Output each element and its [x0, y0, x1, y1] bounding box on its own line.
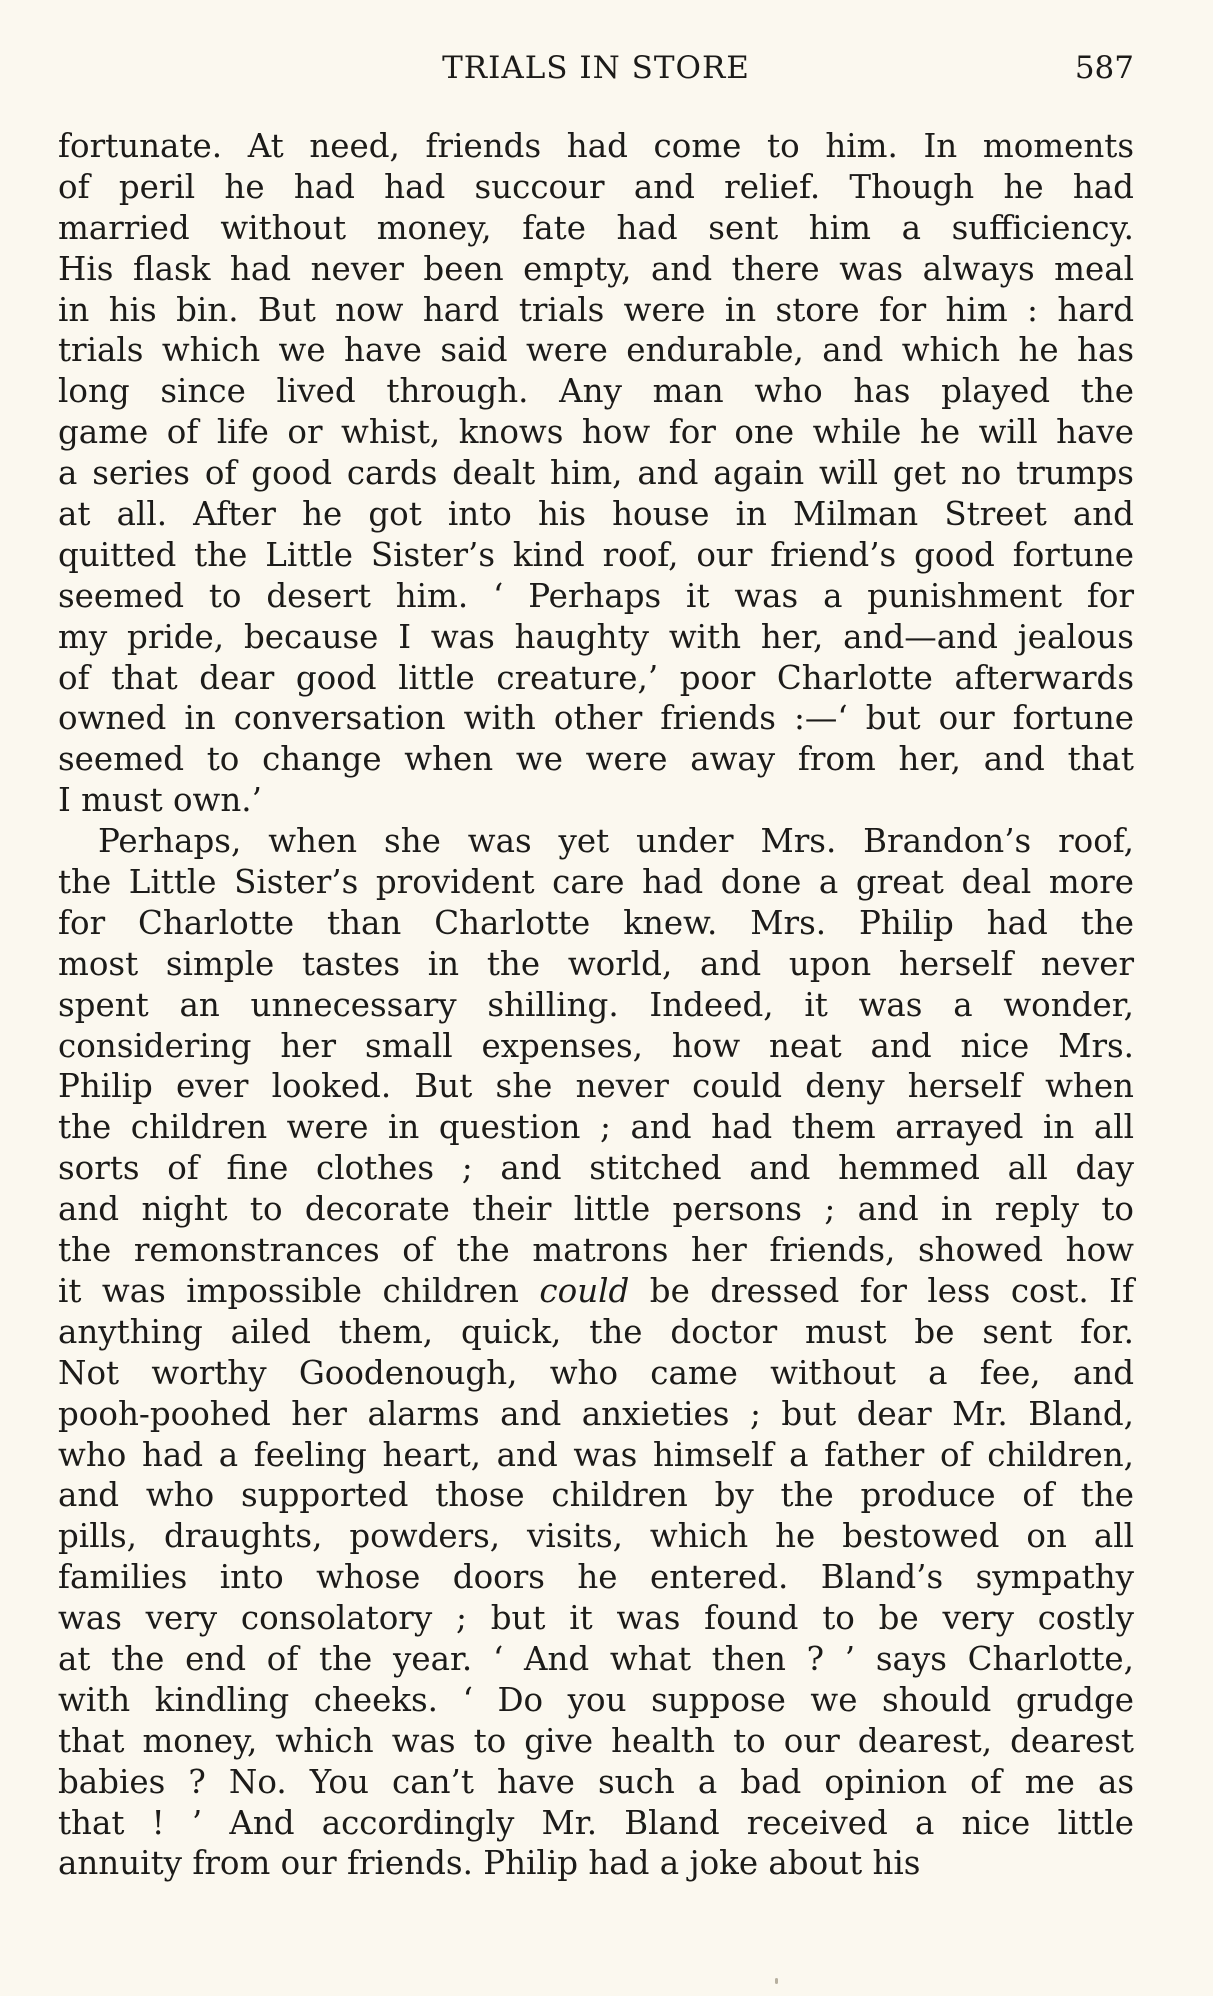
- paragraph: [58, 126, 1134, 821]
- text-line: with kindling cheeks. ‘ Do you suppose we should grudge: [58, 1680, 1134, 1719]
- text-line: seemed to change when we were away from her, and that: [58, 740, 1134, 779]
- text-line: and night to decorate their little persons ; and in reply to: [58, 1190, 1134, 1229]
- text-line: a series of good cards dealt him, and again will get no trumps: [58, 454, 1134, 493]
- running-head: [58, 48, 1134, 88]
- text-line: quitted the Little Sister’s kind roof, our friend’s good fortune: [58, 535, 1134, 574]
- text-line: spent an unnecessary shilling. Indeed, it was a wonder,: [58, 985, 1134, 1024]
- text-line: fortunate. At need, friends had come to him. In moments: [58, 127, 1134, 165]
- text-line: annuity from our friends. Philip had a joke about his: [58, 1844, 921, 1883]
- text-line: the remonstrances of the matrons her friends, showed how: [58, 1231, 1134, 1270]
- text-line: I must own.’: [58, 781, 262, 820]
- text-line: and who supported those children by the produce of the: [58, 1476, 1134, 1515]
- text-line: it was impossible children could be dressed for less cost. If: [58, 1271, 1134, 1310]
- text-line: pills, draughts, powders, visits, which he bestowed on all: [58, 1517, 1134, 1556]
- text-line: my pride, because I was haughty with her, and—and jealous: [58, 617, 1134, 656]
- text-line: most simple tastes in the world, and upon herself never: [58, 944, 1134, 983]
- print-speck: [775, 1978, 778, 1984]
- text-line: of peril he had had succour and relief. Though he had: [58, 167, 1134, 206]
- text-line: trials which we have said were endurable, and which he has: [58, 331, 1134, 370]
- text-line: Philip ever looked. But she never could deny herself when: [58, 1067, 1134, 1106]
- text-line: who had a feeling heart, and was himself a father of children,: [58, 1435, 1134, 1474]
- text-line: of that dear good little creature,’ poor Charlotte afterwards: [58, 658, 1134, 697]
- running-title: TRIALS IN STORE: [442, 50, 750, 86]
- text-line: in his bin. But now hard trials were in store for him : hard: [58, 290, 1134, 329]
- text-line: that money, which was to give health to our dearest, dearest: [58, 1721, 1134, 1760]
- body-text: [58, 126, 1134, 1884]
- text-line: sorts of fine clothes ; and stitched and hemmed all day: [58, 1149, 1134, 1188]
- text-line: Perhaps, when she was yet under Mrs. Brandon’s roof,: [98, 822, 1134, 861]
- emphasis: could: [539, 1271, 630, 1310]
- text-line: His flask had never been empty, and there was always meal: [58, 249, 1134, 288]
- text-line: anything ailed them, quick, the doctor must be sent for.: [58, 1312, 1134, 1351]
- text-line: babies ? No. You can’t have such a bad opinion of me as: [58, 1762, 1134, 1801]
- text-line: the children were in question ; and had them arrayed in all: [58, 1108, 1134, 1147]
- text-line: Not worthy Goodenough, who came without a fee, and: [58, 1353, 1134, 1392]
- text-line: long since lived through. Any man who has played the: [58, 372, 1134, 411]
- paragraph: [58, 821, 1134, 1884]
- text-line: seemed to desert him. ‘ Perhaps it was a punishment for: [58, 576, 1134, 615]
- text-line: considering her small expenses, how neat and nice Mrs.: [58, 1026, 1134, 1065]
- text-line: for Charlotte than Charlotte knew. Mrs. Philip had the: [58, 903, 1134, 942]
- text-line: pooh-poohed her alarms and anxieties ; but dear Mr. Bland,: [58, 1394, 1134, 1433]
- text-line: married without money, fate had sent him a sufficiency.: [58, 208, 1134, 247]
- text-line: game of life or whist, knows how for one while he will have: [58, 413, 1134, 452]
- text-line: at all. After he got into his house in Milman Street and: [58, 495, 1134, 534]
- page-number: 587: [1074, 50, 1134, 86]
- text-line: that ! ’ And accordingly Mr. Bland received a nice little: [58, 1803, 1134, 1842]
- text-line: was very consolatory ; but it was found to be very costly: [58, 1599, 1134, 1638]
- text-line: families into whose doors he entered. Bland’s sympathy: [58, 1558, 1134, 1597]
- text-line: at the end of the year. ‘ And what then ? ’ says Charlotte,: [58, 1639, 1134, 1678]
- text-line: the Little Sister’s provident care had done a great deal more: [58, 863, 1134, 902]
- text-line: owned in conversation with other friends :—‘ but our fortune: [58, 699, 1134, 738]
